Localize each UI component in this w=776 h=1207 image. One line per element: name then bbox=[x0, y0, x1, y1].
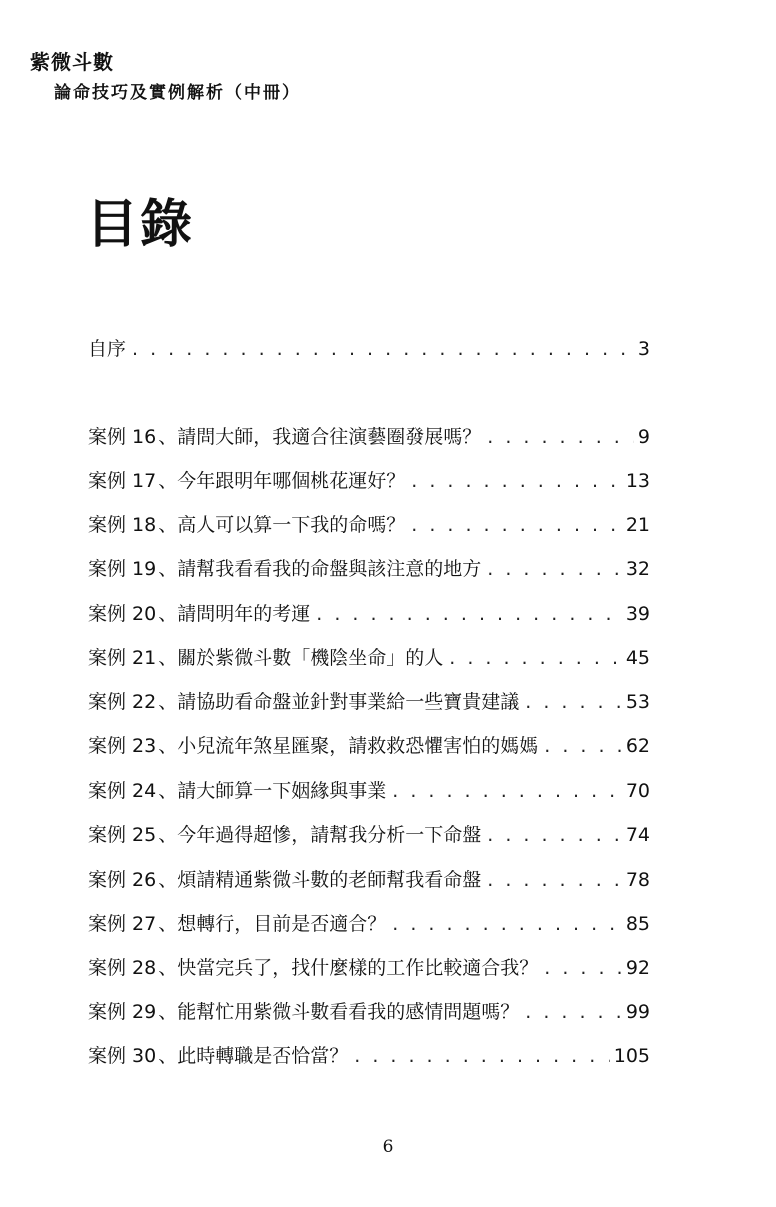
toc-case-number: 案例 16 bbox=[88, 426, 157, 448]
toc-row[interactable] bbox=[88, 865, 650, 897]
toc-row[interactable] bbox=[88, 820, 650, 852]
toc-page-number: 39 bbox=[625, 603, 650, 625]
toc-page-number: 99 bbox=[625, 1001, 650, 1023]
toc-row[interactable] bbox=[88, 1041, 650, 1073]
toc-leader-dots bbox=[487, 426, 634, 448]
toc-row[interactable] bbox=[88, 997, 650, 1029]
toc-leader-dots bbox=[132, 338, 634, 360]
toc-row[interactable] bbox=[88, 776, 650, 808]
toc-case-number: 案例 24 bbox=[88, 780, 157, 802]
toc-case-number: 案例 25 bbox=[88, 824, 157, 846]
toc-leader-dots bbox=[392, 913, 622, 935]
toc-row[interactable] bbox=[88, 466, 650, 498]
toc-case-title: 、想轉行，目前是否適合？ bbox=[158, 913, 387, 935]
toc-case-number: 案例 21 bbox=[88, 647, 157, 669]
toc-leader-dots bbox=[411, 470, 622, 492]
toc-case-number: 案例 28 bbox=[88, 957, 157, 979]
toc-page-number: 62 bbox=[625, 735, 650, 757]
toc-leader-dots bbox=[487, 558, 622, 580]
toc-page-number: 85 bbox=[625, 913, 650, 935]
book-title: 紫微斗數 bbox=[30, 50, 114, 74]
toc-case-title: 、今年過得超慘，請幫我分析一下命盤 bbox=[158, 824, 482, 846]
toc-entry-title bbox=[88, 422, 481, 449]
toc-entry-title: 自序 bbox=[88, 338, 127, 360]
toc-leader-dots bbox=[449, 647, 622, 669]
toc-entry-title bbox=[88, 865, 481, 892]
toc-entry-title bbox=[88, 776, 386, 803]
toc-row[interactable] bbox=[88, 554, 650, 586]
toc-row[interactable] bbox=[88, 643, 650, 675]
toc-case-number: 案例 18 bbox=[88, 514, 157, 536]
toc-case-title: 、請協助看命盤並針對事業給一些寶貴建議 bbox=[158, 691, 520, 713]
toc-leader-dots bbox=[525, 1001, 622, 1023]
toc-case-title: 、請幫我看看我的命盤與該注意的地方 bbox=[158, 558, 482, 580]
toc-case-title: 、小兒流年煞星匯聚，請救救恐懼害怕的媽媽 bbox=[158, 735, 539, 757]
toc-row[interactable] bbox=[88, 422, 650, 454]
toc-row[interactable] bbox=[88, 909, 650, 941]
toc-page-number: 105 bbox=[613, 1045, 650, 1067]
toc-row[interactable] bbox=[88, 731, 650, 763]
toc-case-number: 案例 17 bbox=[88, 470, 157, 492]
toc-entry-title bbox=[88, 643, 443, 670]
toc-case-title: 、高人可以算一下我的命嗎？ bbox=[158, 514, 406, 536]
toc-page-number: 45 bbox=[625, 647, 650, 669]
toc-entry-title bbox=[88, 554, 481, 581]
toc-case-number: 案例 26 bbox=[88, 869, 157, 891]
toc-leader-dots bbox=[544, 735, 622, 757]
toc-page-number: 21 bbox=[625, 514, 650, 536]
toc-leader-dots bbox=[487, 824, 622, 846]
toc-row[interactable] bbox=[88, 953, 650, 985]
toc-case-title: 、能幫忙用紫微斗數看看我的感情問題嗎？ bbox=[158, 1001, 520, 1023]
page-heading: 目錄 bbox=[86, 195, 195, 255]
toc-entry-title bbox=[88, 909, 386, 936]
toc-entry-title bbox=[88, 510, 405, 537]
toc-leader-dots bbox=[316, 603, 622, 625]
page-number: 6 bbox=[382, 1137, 394, 1157]
toc-case-title: 、請問明年的考運 bbox=[158, 603, 311, 625]
toc-page-number: 78 bbox=[625, 869, 650, 891]
toc-page-number: 53 bbox=[625, 691, 650, 713]
toc-entry-title bbox=[88, 953, 538, 980]
toc-case-title: 、今年跟明年哪個桃花運好？ bbox=[158, 470, 406, 492]
book-subtitle: 論命技巧及實例解析（中冊） bbox=[54, 83, 301, 103]
toc-row[interactable] bbox=[88, 599, 650, 631]
toc-case-number: 案例 27 bbox=[88, 913, 157, 935]
toc-page-number: 9 bbox=[637, 426, 650, 448]
toc-page-number: 70 bbox=[625, 780, 650, 802]
toc-leader-dots bbox=[392, 780, 622, 802]
toc-case-number: 案例 23 bbox=[88, 735, 157, 757]
toc-row[interactable] bbox=[88, 687, 650, 719]
toc-entry-title bbox=[88, 1041, 348, 1068]
toc-case-title: 、關於紫微斗數「機陰坐命」的人 bbox=[158, 647, 444, 669]
toc-page-number: 92 bbox=[625, 957, 650, 979]
toc-leader-dots bbox=[354, 1045, 610, 1067]
toc-leader-dots bbox=[411, 514, 622, 536]
toc-page-number: 32 bbox=[625, 558, 650, 580]
toc-case-title: 、煩請精通紫微斗數的老師幫我看命盤 bbox=[158, 869, 482, 891]
toc-case-number: 案例 19 bbox=[88, 558, 157, 580]
toc-case-title: 、請問大師，我適合往演藝圈發展嗎？ bbox=[158, 426, 482, 448]
toc-entry-title bbox=[88, 599, 310, 626]
toc-case-number: 案例 22 bbox=[88, 691, 157, 713]
toc-case-title: 、請大師算一下姻緣與事業 bbox=[158, 780, 387, 802]
toc-case-title: 、此時轉職是否恰當？ bbox=[158, 1045, 349, 1067]
toc-case-number: 案例 29 bbox=[88, 1001, 157, 1023]
toc-entry-title bbox=[88, 820, 481, 847]
toc-row[interactable] bbox=[88, 510, 650, 542]
toc-entry-title bbox=[88, 466, 405, 493]
toc-page-number: 13 bbox=[625, 470, 650, 492]
toc-entry-title bbox=[88, 687, 519, 714]
toc-page-number: 74 bbox=[625, 824, 650, 846]
toc-leader-dots bbox=[544, 957, 622, 979]
toc-page-number: 3 bbox=[637, 338, 650, 360]
toc-case-number: 案例 30 bbox=[88, 1045, 157, 1067]
toc-leader-dots bbox=[525, 691, 622, 713]
toc-case-number: 案例 20 bbox=[88, 603, 157, 625]
toc-entry-title bbox=[88, 997, 519, 1024]
toc-case-title: 、快當完兵了，找什麼樣的工作比較適合我？ bbox=[158, 957, 539, 979]
toc-row-preface[interactable] bbox=[88, 334, 650, 366]
toc-entry-title bbox=[88, 731, 538, 758]
toc-leader-dots bbox=[487, 869, 622, 891]
